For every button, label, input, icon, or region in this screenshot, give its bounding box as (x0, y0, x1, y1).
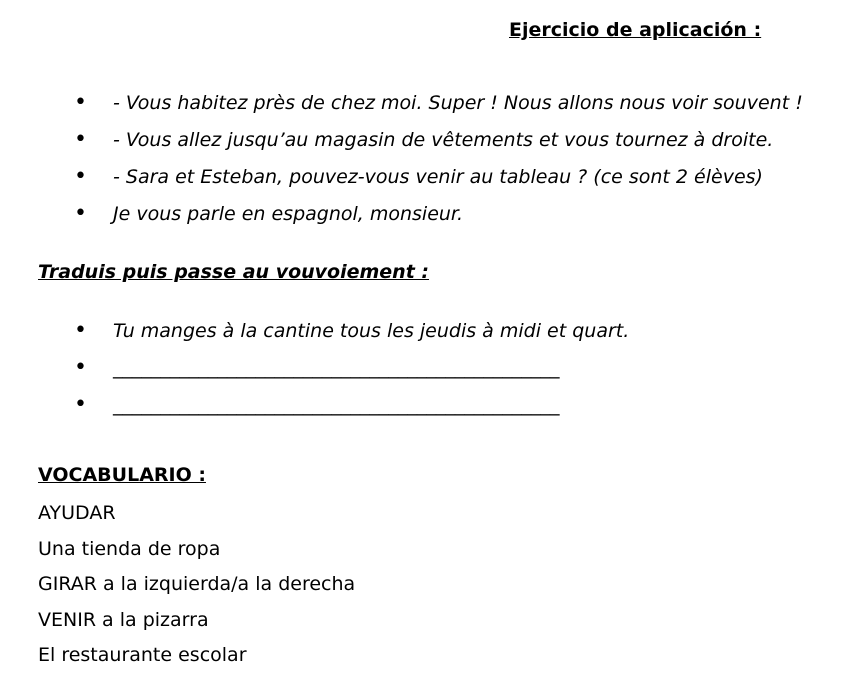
translate-section-title: Traduis puis passe au vouvoiement : (38, 261, 430, 283)
exercise-sentence: Je vous parle en espagnol, monsieur. (113, 203, 464, 225)
page-title: Ejercicio de aplicación : (509, 19, 762, 41)
list-item (0, 318, 866, 355)
list-item (0, 127, 866, 164)
vocabulary-title: VOCABULARIO : (38, 464, 206, 486)
vocabulary-item: GIRAR a la izquierda/a la derecha (38, 573, 356, 595)
vocabulary-item: Una tienda de ropa (38, 537, 221, 560)
exercise-sentence-list (0, 90, 866, 238)
answer-blank-line: _______________________________________________ (113, 357, 560, 379)
bullet-icon: • (74, 201, 87, 226)
list-item (0, 90, 866, 127)
list-item (0, 392, 866, 429)
bullet-icon: • (74, 392, 87, 417)
translate-list (0, 318, 866, 429)
list-item (0, 201, 866, 238)
bullet-icon: • (74, 318, 87, 343)
bullet-icon: • (74, 355, 87, 380)
translate-sentence: Tu manges à la cantine tous les jeudis à midi et quart. (113, 320, 630, 342)
bullet-icon: • (74, 164, 87, 189)
vocabulary-item: VENIR a la pizarra (38, 608, 209, 631)
vocabulary-item: El restaurante escolar (38, 644, 247, 666)
bullet-icon: • (74, 127, 87, 152)
exercise-sentence: - Sara et Esteban, pouvez-vous venir au tableau ? (ce sont 2 élèves) (113, 166, 763, 188)
exercise-sentence: - Vous allez jusqu’au magasin de vêtements et vous tournez à droite. (113, 129, 774, 151)
list-item (0, 164, 866, 201)
vocabulary-list (38, 500, 355, 678)
bullet-icon: • (74, 90, 87, 115)
vocabulary-item: AYUDAR (38, 502, 116, 524)
answer-blank-line: _______________________________________________ (113, 394, 560, 416)
list-item (0, 355, 866, 392)
exercise-sentence: - Vous habitez près de chez moi. Super ! Nous allons nous voir souvent ! (113, 92, 803, 114)
